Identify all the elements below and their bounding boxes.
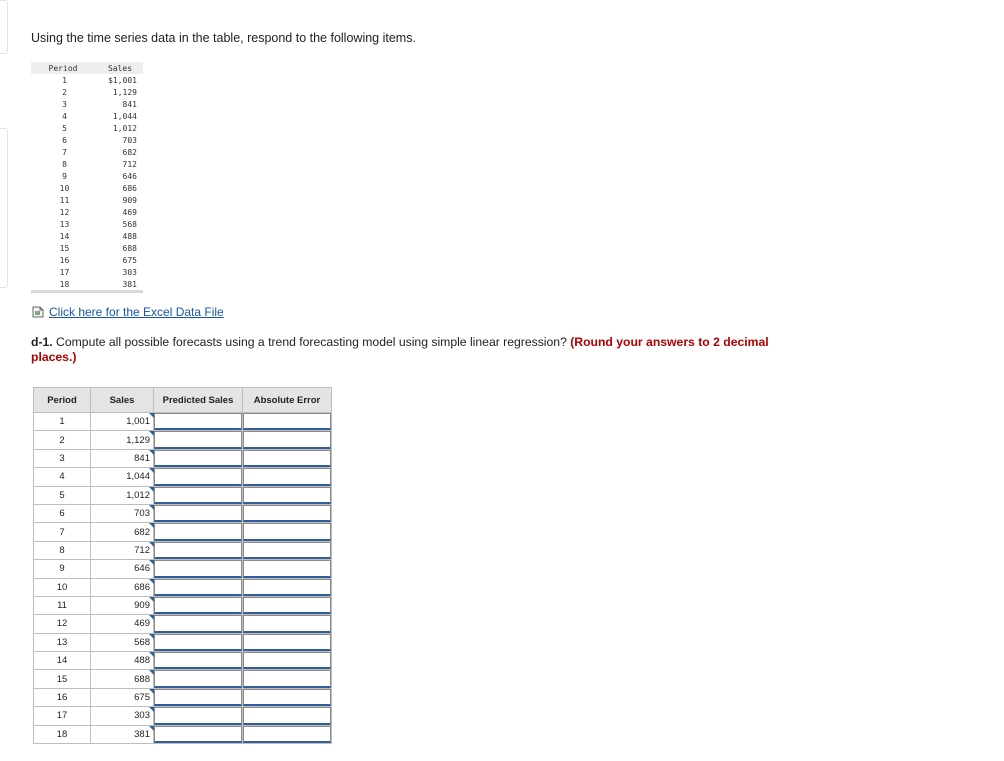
answer-row	[34, 449, 332, 467]
answer-period-cell: 1	[34, 413, 91, 431]
absolute-error-input[interactable]	[243, 689, 331, 706]
answer-row	[34, 468, 332, 486]
answer-period-cell: 4	[34, 468, 91, 486]
data-table-header-period: Period	[31, 62, 95, 74]
predicted-sales-cell	[154, 560, 243, 578]
answer-header-absolute-error: Absolute Error	[243, 388, 332, 413]
answer-row	[34, 596, 332, 614]
excel-data-file-link[interactable]	[32, 305, 224, 319]
predicted-sales-input[interactable]	[154, 413, 242, 430]
data-table-row	[31, 182, 143, 194]
data-sales-cell: 488	[122, 231, 137, 241]
answer-row	[34, 523, 332, 541]
data-period-cell: 11	[59, 195, 70, 205]
predicted-sales-input[interactable]	[154, 450, 242, 467]
data-table-header-sales: Sales	[95, 62, 143, 74]
answer-row	[34, 652, 332, 670]
data-table-row	[31, 86, 143, 98]
data-period-cell: 12	[59, 207, 70, 217]
answer-period-cell: 6	[34, 504, 91, 522]
absolute-error-input[interactable]	[243, 670, 331, 687]
answer-header-period: Period	[34, 388, 91, 413]
answer-sales-value: 568	[134, 636, 150, 648]
predicted-sales-input[interactable]	[154, 652, 242, 669]
answer-sales-cell	[91, 596, 154, 614]
absolute-error-input[interactable]	[243, 450, 331, 467]
predicted-sales-cell	[154, 413, 243, 431]
predicted-sales-cell	[154, 486, 243, 504]
data-period-cell: 8	[62, 159, 67, 169]
predicted-sales-cell	[154, 652, 243, 670]
predicted-sales-cell	[154, 707, 243, 725]
predicted-sales-cell	[154, 725, 243, 743]
answer-sales-cell	[91, 449, 154, 467]
answer-sales-cell	[91, 725, 154, 743]
absolute-error-input[interactable]	[243, 652, 331, 669]
data-sales-cell: 1,129	[112, 87, 137, 97]
predicted-sales-cell	[154, 615, 243, 633]
data-sales-cell: 841	[122, 99, 137, 109]
data-table-row	[31, 134, 143, 146]
predicted-sales-input[interactable]	[154, 487, 242, 504]
answer-sales-value: 1,044	[126, 471, 150, 483]
predicted-sales-input[interactable]	[154, 707, 242, 724]
data-sales-cell: $1,001	[108, 75, 137, 85]
predicted-sales-cell	[154, 633, 243, 651]
absolute-error-cell	[243, 560, 332, 578]
answer-sales-cell	[91, 633, 154, 651]
data-table-row	[31, 266, 143, 278]
answer-table	[33, 387, 332, 744]
answer-row	[34, 431, 332, 449]
predicted-sales-input[interactable]	[154, 634, 242, 651]
data-sales-cell: 703	[122, 135, 137, 145]
data-period-cell: 6	[62, 135, 67, 145]
data-period-cell: 18	[31, 278, 95, 292]
answer-sales-value: 1,012	[126, 489, 150, 501]
excel-link-label[interactable]: Click here for the Excel Data File	[49, 305, 224, 319]
answer-sales-value: 682	[134, 526, 150, 538]
predicted-sales-input[interactable]	[154, 505, 242, 522]
predicted-sales-cell	[154, 688, 243, 706]
data-period-cell: 5	[62, 123, 67, 133]
cell-marker-icon	[149, 505, 154, 510]
cell-marker-icon	[149, 431, 154, 436]
data-table-row	[31, 170, 143, 182]
cell-marker-icon	[149, 615, 154, 620]
predicted-sales-input[interactable]	[154, 468, 242, 485]
data-table-row	[31, 158, 143, 170]
answer-sales-value: 675	[134, 692, 150, 704]
data-sales-cell: 568	[122, 219, 137, 229]
data-sales-cell: 675	[122, 255, 137, 265]
answer-sales-cell	[91, 688, 154, 706]
answer-sales-value: 712	[134, 544, 150, 556]
answer-sales-cell	[91, 431, 154, 449]
data-table-row	[31, 218, 143, 230]
excel-file-icon	[32, 306, 44, 318]
data-sales-cell: 303	[122, 267, 137, 277]
cell-marker-icon	[149, 413, 154, 418]
answer-period-cell: 7	[34, 523, 91, 541]
answer-sales-value: 488	[134, 655, 150, 667]
data-sales-cell: 682	[122, 147, 137, 157]
absolute-error-input[interactable]	[243, 579, 331, 596]
data-table-row	[31, 74, 143, 86]
absolute-error-cell	[243, 578, 332, 596]
data-period-cell: 4	[62, 111, 67, 121]
absolute-error-cell	[243, 725, 332, 743]
absolute-error-input[interactable]	[243, 431, 331, 448]
absolute-error-cell	[243, 541, 332, 559]
data-period-cell: 3	[62, 99, 67, 109]
answer-period-cell: 13	[34, 633, 91, 651]
answer-period-cell: 15	[34, 670, 91, 688]
cell-marker-icon	[149, 689, 154, 694]
absolute-error-cell	[243, 431, 332, 449]
data-sales-cell: 646	[122, 171, 137, 181]
cell-marker-icon	[149, 726, 154, 731]
cell-marker-icon	[149, 634, 154, 639]
absolute-error-input[interactable]	[243, 560, 331, 577]
answer-sales-value: 841	[134, 452, 150, 464]
cell-marker-icon	[149, 450, 154, 455]
data-sales-cell: 381	[95, 278, 143, 292]
absolute-error-cell	[243, 413, 332, 431]
absolute-error-input[interactable]	[243, 597, 331, 614]
data-table-row	[31, 122, 143, 134]
answer-sales-cell	[91, 523, 154, 541]
predicted-sales-cell	[154, 578, 243, 596]
absolute-error-cell	[243, 633, 332, 651]
predicted-sales-input[interactable]	[154, 579, 242, 596]
cell-marker-icon	[149, 579, 154, 584]
data-table-row	[31, 278, 143, 292]
data-period-cell: 7	[62, 147, 67, 157]
data-sales-cell: 909	[122, 195, 137, 205]
answer-sales-value: 303	[134, 710, 150, 722]
answer-header-predicted-sales: Predicted Sales	[154, 388, 243, 413]
predicted-sales-input[interactable]	[154, 542, 242, 559]
answer-sales-value: 703	[134, 508, 150, 520]
answer-period-cell: 18	[34, 725, 91, 743]
absolute-error-cell	[243, 504, 332, 522]
absolute-error-input[interactable]	[243, 707, 331, 724]
cell-marker-icon	[149, 468, 154, 473]
absolute-error-input[interactable]	[243, 542, 331, 559]
answer-sales-value: 469	[134, 618, 150, 630]
data-sales-cell: 686	[122, 183, 137, 193]
answer-sales-value: 646	[134, 563, 150, 575]
answer-period-cell: 16	[34, 688, 91, 706]
data-table-row	[31, 194, 143, 206]
answer-row	[34, 578, 332, 596]
answer-sales-cell	[91, 504, 154, 522]
data-period-cell: 14	[59, 231, 70, 241]
answer-sales-value: 909	[134, 600, 150, 612]
predicted-sales-cell	[154, 596, 243, 614]
data-sales-cell: 712	[122, 159, 137, 169]
data-period-cell: 16	[59, 255, 70, 265]
predicted-sales-input[interactable]	[154, 615, 242, 632]
answer-period-cell: 2	[34, 431, 91, 449]
absolute-error-input[interactable]	[243, 726, 331, 743]
answer-period-cell: 17	[34, 707, 91, 725]
answer-period-cell: 5	[34, 486, 91, 504]
absolute-error-cell	[243, 486, 332, 504]
absolute-error-input[interactable]	[243, 487, 331, 504]
data-period-cell: 1	[62, 75, 67, 85]
answer-row	[34, 688, 332, 706]
left-edge-marks	[0, 0, 8, 761]
predicted-sales-cell	[154, 468, 243, 486]
answer-row	[34, 633, 332, 651]
intro-text: Using the time series data in the table, respond to the following items.	[31, 31, 416, 45]
answer-sales-value: 686	[134, 581, 150, 593]
absolute-error-cell	[243, 449, 332, 467]
predicted-sales-cell	[154, 541, 243, 559]
edge-tab	[0, 0, 8, 54]
predicted-sales-cell	[154, 449, 243, 467]
answer-row	[34, 560, 332, 578]
predicted-sales-cell	[154, 431, 243, 449]
predicted-sales-input[interactable]	[154, 670, 242, 687]
answer-sales-cell	[91, 578, 154, 596]
answer-row	[34, 504, 332, 522]
data-sales-cell: 688	[122, 243, 137, 253]
predicted-sales-cell	[154, 504, 243, 522]
answer-sales-value: 688	[134, 673, 150, 685]
absolute-error-input[interactable]	[243, 523, 331, 540]
predicted-sales-input[interactable]	[154, 689, 242, 706]
absolute-error-input[interactable]	[243, 468, 331, 485]
data-table-row	[31, 146, 143, 158]
edge-tab	[0, 128, 8, 288]
data-sales-cell: 1,012	[112, 123, 137, 133]
predicted-sales-input[interactable]	[154, 726, 242, 743]
cell-marker-icon	[149, 707, 154, 712]
answer-sales-cell	[91, 486, 154, 504]
answer-period-cell: 12	[34, 615, 91, 633]
answer-sales-cell	[91, 413, 154, 431]
data-table-row	[31, 98, 143, 110]
absolute-error-input[interactable]	[243, 413, 331, 430]
data-table-row	[31, 254, 143, 266]
answer-sales-cell	[91, 652, 154, 670]
predicted-sales-input[interactable]	[154, 431, 242, 448]
answer-sales-cell	[91, 670, 154, 688]
data-period-cell: 10	[59, 183, 70, 193]
answer-row	[34, 707, 332, 725]
answer-period-cell: 14	[34, 652, 91, 670]
cell-marker-icon	[149, 670, 154, 675]
rounding-instruction: (Round your answers to 2 decimal places.)	[31, 335, 769, 364]
cell-marker-icon	[149, 487, 154, 492]
answer-sales-cell	[91, 541, 154, 559]
absolute-error-cell	[243, 688, 332, 706]
cell-marker-icon	[149, 523, 154, 528]
answer-sales-value: 1,001	[126, 416, 150, 428]
absolute-error-input[interactable]	[243, 615, 331, 632]
answer-sales-cell	[91, 615, 154, 633]
answer-row	[34, 413, 332, 431]
question-d1	[31, 335, 811, 365]
cell-marker-icon	[149, 597, 154, 602]
data-sales-cell: 1,044	[112, 111, 137, 121]
predicted-sales-input[interactable]	[154, 560, 242, 577]
data-period-cell: 9	[62, 171, 67, 181]
data-period-cell: 2	[62, 87, 67, 97]
data-period-cell: 17	[59, 267, 70, 277]
answer-row	[34, 725, 332, 743]
absolute-error-cell	[243, 707, 332, 725]
answer-sales-value: 1,129	[126, 434, 150, 446]
absolute-error-cell	[243, 596, 332, 614]
answer-row	[34, 486, 332, 504]
question-text: Compute all possible forecasts using a trend forecasting model using simple linear regression?	[52, 335, 571, 349]
predicted-sales-cell	[154, 670, 243, 688]
cell-marker-icon	[149, 652, 154, 657]
answer-period-cell: 9	[34, 560, 91, 578]
answer-sales-cell	[91, 707, 154, 725]
data-table-row	[31, 110, 143, 122]
answer-sales-value: 381	[134, 728, 150, 740]
answer-period-cell: 8	[34, 541, 91, 559]
answer-sales-cell	[91, 560, 154, 578]
data-table-row	[31, 230, 143, 242]
absolute-error-input[interactable]	[243, 634, 331, 651]
answer-period-cell: 10	[34, 578, 91, 596]
predicted-sales-cell	[154, 523, 243, 541]
answer-row	[34, 615, 332, 633]
data-table-row	[31, 242, 143, 254]
absolute-error-cell	[243, 523, 332, 541]
absolute-error-input[interactable]	[243, 505, 331, 522]
absolute-error-cell	[243, 468, 332, 486]
answer-row	[34, 670, 332, 688]
data-period-cell: 15	[59, 243, 70, 253]
predicted-sales-input[interactable]	[154, 597, 242, 614]
data-table	[31, 62, 143, 293]
cell-marker-icon	[149, 560, 154, 565]
answer-row	[34, 541, 332, 559]
absolute-error-cell	[243, 615, 332, 633]
data-period-cell: 13	[59, 219, 70, 229]
question-number: d-1.	[31, 335, 53, 349]
absolute-error-cell	[243, 670, 332, 688]
data-table-row	[31, 206, 143, 218]
absolute-error-cell	[243, 652, 332, 670]
answer-period-cell: 11	[34, 596, 91, 614]
data-sales-cell: 469	[122, 207, 137, 217]
predicted-sales-input[interactable]	[154, 523, 242, 540]
answer-period-cell: 3	[34, 449, 91, 467]
cell-marker-icon	[149, 542, 154, 547]
answer-header-sales: Sales	[91, 388, 154, 413]
answer-sales-cell	[91, 468, 154, 486]
